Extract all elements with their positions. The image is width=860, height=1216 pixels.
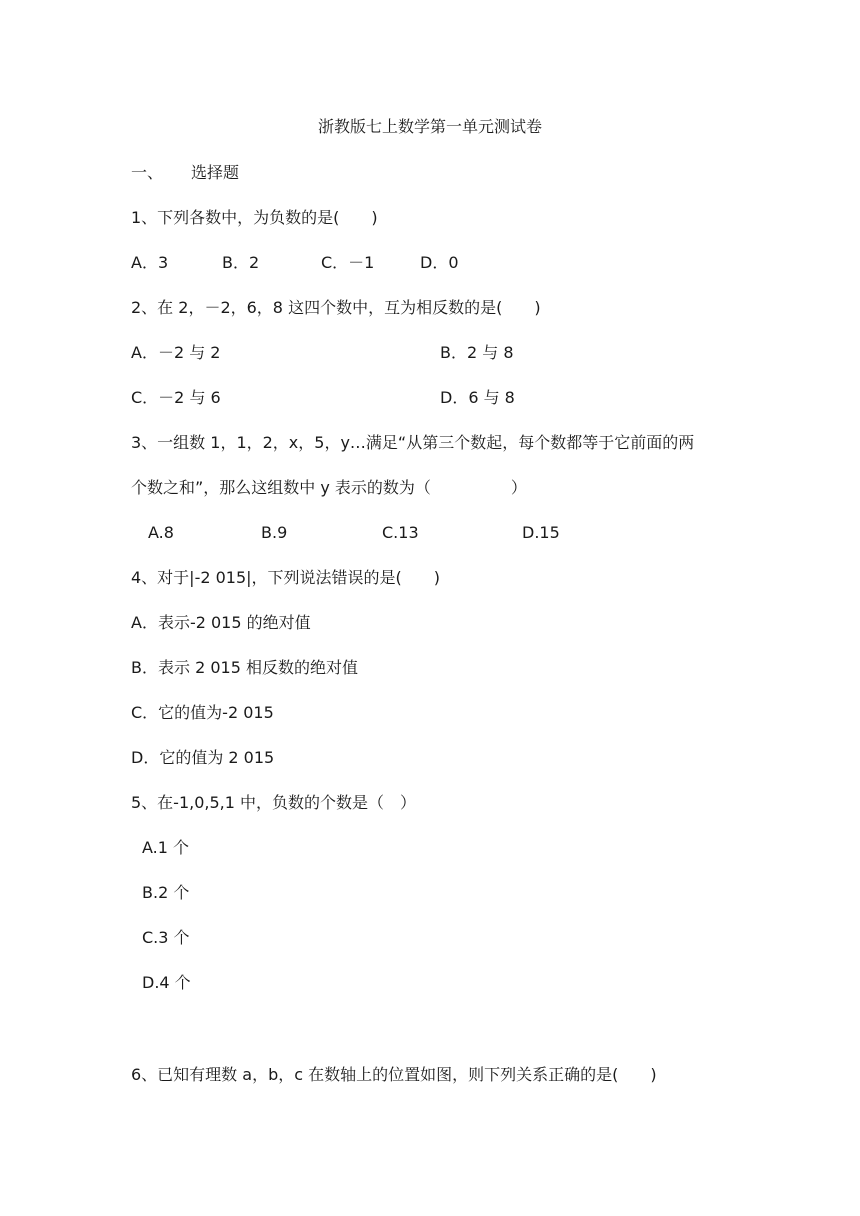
question-5-option-b: B.2 个 — [142, 883, 190, 902]
question-2-option-b: B．2 与 8 — [440, 343, 514, 362]
question-2-stem: 2、在 2，－2，6，8 这四个数中，互为相反数的是( ) — [131, 298, 541, 317]
question-3-option-d: D.15 — [522, 523, 560, 542]
question-5-option-d: D.4 个 — [142, 973, 191, 992]
question-4-option-a: A．表示-2 015 的绝对值 — [131, 613, 311, 632]
page-title: 浙教版七上数学第一单元测试卷 — [317, 117, 542, 136]
section-label: 选择题 — [191, 163, 240, 182]
section-number: 一、 — [131, 163, 164, 182]
question-1-option-a: A．3 — [131, 253, 169, 272]
question-3-stem-line-2: 个数之和”，那么这组数中 y 表示的数为（ ） — [131, 478, 527, 497]
question-4-option-c: C．它的值为-2 015 — [131, 703, 274, 722]
question-5-option-c: C.3 个 — [142, 928, 190, 947]
question-1-stem: 1、下列各数中，为负数的是( ) — [131, 208, 378, 227]
question-4-stem: 4、对于|-2 015|，下列说法错误的是( ) — [131, 568, 441, 587]
question-2-option-a: A．－2 与 2 — [131, 343, 221, 362]
question-3-option-b: B.9 — [261, 523, 288, 542]
question-2-option-d: D．6 与 8 — [440, 388, 515, 407]
question-3-option-c: C.13 — [382, 523, 419, 542]
question-6-stem: 6、已知有理数 a，b，c 在数轴上的位置如图，则下列关系正确的是( ) — [131, 1065, 657, 1084]
question-1-option-c: C．－1 — [321, 253, 375, 272]
question-1-option-b: B．2 — [222, 253, 260, 272]
question-4-option-b: B．表示 2 015 相反数的绝对值 — [131, 658, 358, 677]
question-1-option-d: D．0 — [420, 253, 459, 272]
question-5-stem: 5、在-1,0,5,1 中，负数的个数是（ ） — [131, 793, 417, 812]
question-5-option-a: A.1 个 — [142, 838, 190, 857]
question-3-stem-line-1: 3、一组数 1，1，2，x，5，y…满足“从第三个数起，每个数都等于它前面的两 — [131, 433, 695, 452]
question-4-option-d: D．它的值为 2 015 — [131, 748, 275, 767]
question-3-option-a: A.8 — [148, 523, 174, 542]
question-2-option-c: C．－2 与 6 — [131, 388, 221, 407]
